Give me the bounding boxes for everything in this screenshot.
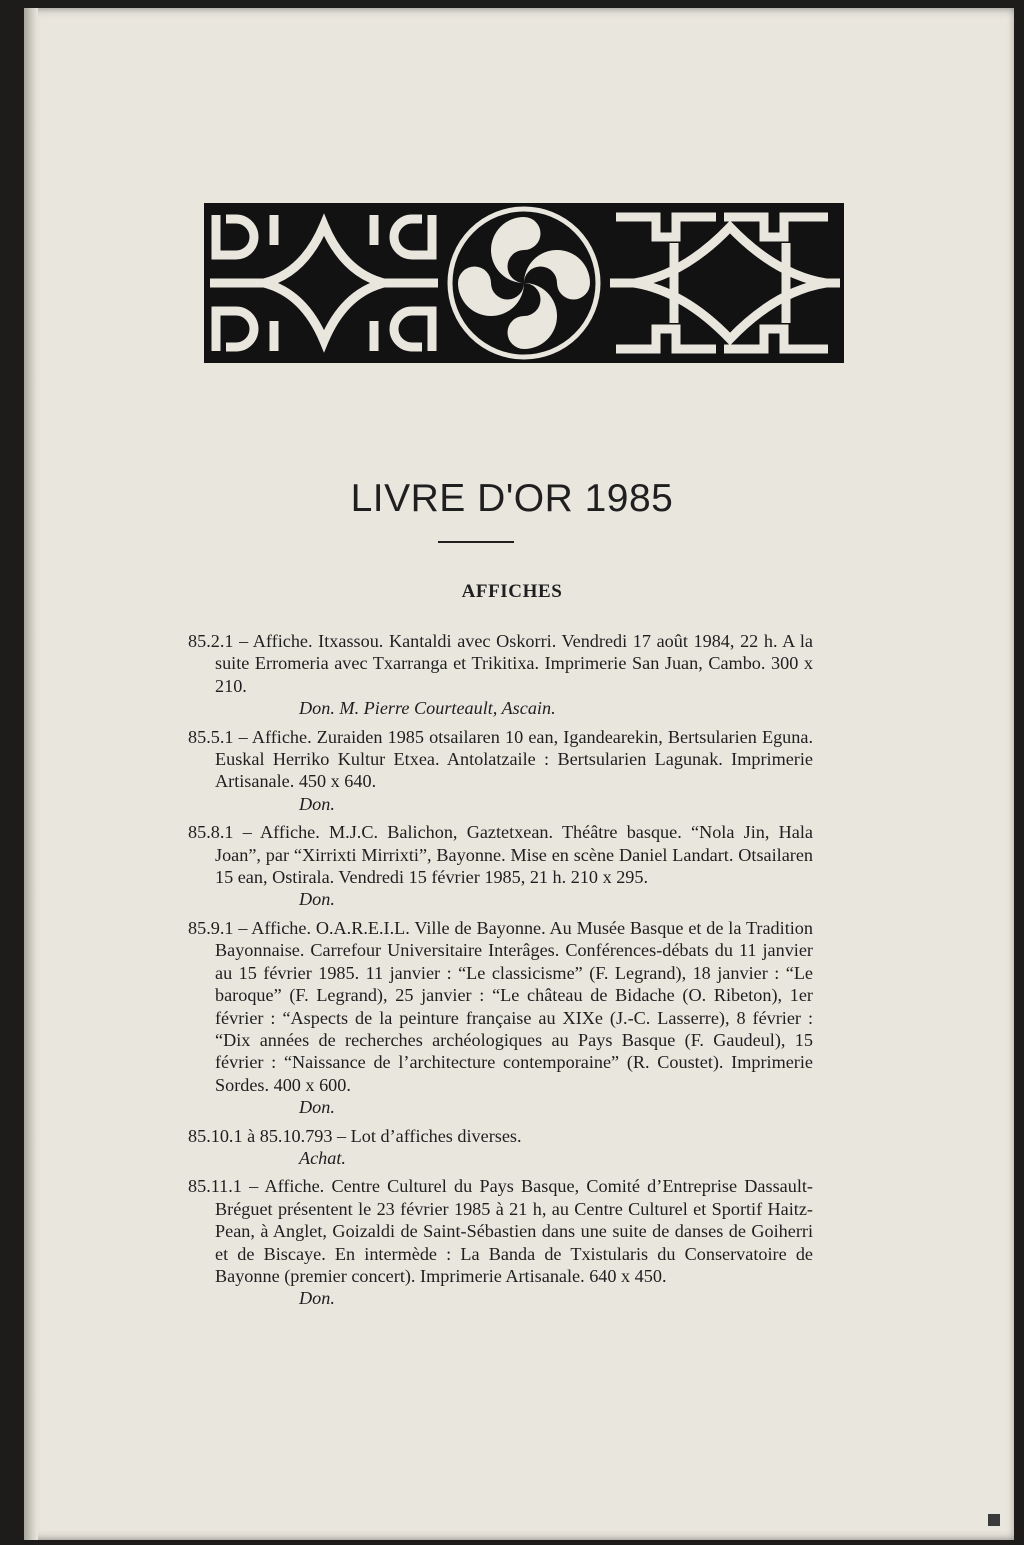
entry-source: Don. M. Pierre Courteault, Ascain.: [299, 698, 556, 719]
catalogue-entry: [188, 821, 813, 911]
entry-source: Don.: [299, 793, 335, 814]
entry-text: 85.5.1 – Affiche. Zuraiden 1985 otsailaren 10 ean, Igandearekin, Bertsularien Eguna. Euskal Herriko Kultur Etxea. Antolatzaile : Bertsularien Lagunak. Imprimerie Artisanale. 450 x 640.: [188, 726, 813, 792]
catalogue-entry: [188, 630, 813, 720]
page-binding-shadow: [24, 8, 38, 1540]
entry-text: 85.9.1 – Affiche. O.A.R.E.I.L. Ville de Bayonne. Au Musée Basque et de la Tradition Bayonnaise. Carrefour Universitaire Interâges. Conférences-débats du 11 janvier au 15 février 1985. 11 janvier : “Le classicisme” (F. Legrand), 18 janvier : “Le baroque” (F. Legrand), 25 janvier : “Le château de Bidache (O. Ribeton), 1er février : “Aspects de la peinture française au XIXe (J.-C. Lasserre), 8 février : “Dix années de recherches archéologiques au Pays Basque (F. Gaudeul), 15 février : “Naissance de l’architecture contemporaine” (R. Coustet). Imprimerie Sordes. 400 x 600.: [188, 917, 813, 1095]
catalogue-entry: [188, 1175, 813, 1309]
entry-source: Achat.: [299, 1147, 346, 1168]
entry-source: Don.: [299, 889, 335, 910]
catalogue-entries: [188, 630, 813, 1316]
entry-text: 85.8.1 – Affiche. M.J.C. Balichon, Gaztetxean. Théâtre basque. “Nola Jin, Hala Joan”, par “Xirrixti Mirrixti”, Bayonne. Mise en scène Daniel Landart. Otsailaren 15 ean, Ostirala. Vendredi 15 février 1985, 21 h. 210 x 295.: [188, 822, 813, 888]
entry-text: 85.10.1 à 85.10.793 – Lot d’affiches diverses.: [188, 1125, 522, 1146]
entry-source: Don.: [299, 1097, 335, 1118]
section-heading: AFFICHES: [461, 581, 563, 602]
corner-mark: [988, 1514, 1000, 1526]
catalogue-entry: [188, 917, 813, 1119]
page-title: LIVRE D'OR 1985: [350, 477, 674, 520]
catalogue-entry: [188, 726, 813, 816]
entry-text: 85.2.1 – Affiche. Itxassou. Kantaldi avec Oskorri. Vendredi 17 août 1984, 22 h. A la suite Erromeria avec Txarranga et Trikitixa. Imprimerie San Juan, Cambo. 300 x 210.: [188, 631, 813, 696]
title-underline: [438, 541, 514, 543]
entry-source: Don.: [299, 1288, 335, 1309]
entry-text: 85.11.1 – Affiche. Centre Culturel du Pays Basque, Comité d’Entreprise Dassault-Bréguet présentent le 23 février 1985 à 21 h, au Centre Culturel et Sportif Haitz-Pean, à Anglet, Goizaldi de Saint-Sébastien dans une suite de danses de Goiherri et de Biscaye. En intermède : La Banda de Txistularis du Conservatoire de Bayonne (premier concert). Imprimerie Artisanale. 640 x 450.: [188, 1176, 813, 1286]
catalogue-entry: [188, 1125, 813, 1170]
basque-ornament-banner: [204, 203, 844, 363]
